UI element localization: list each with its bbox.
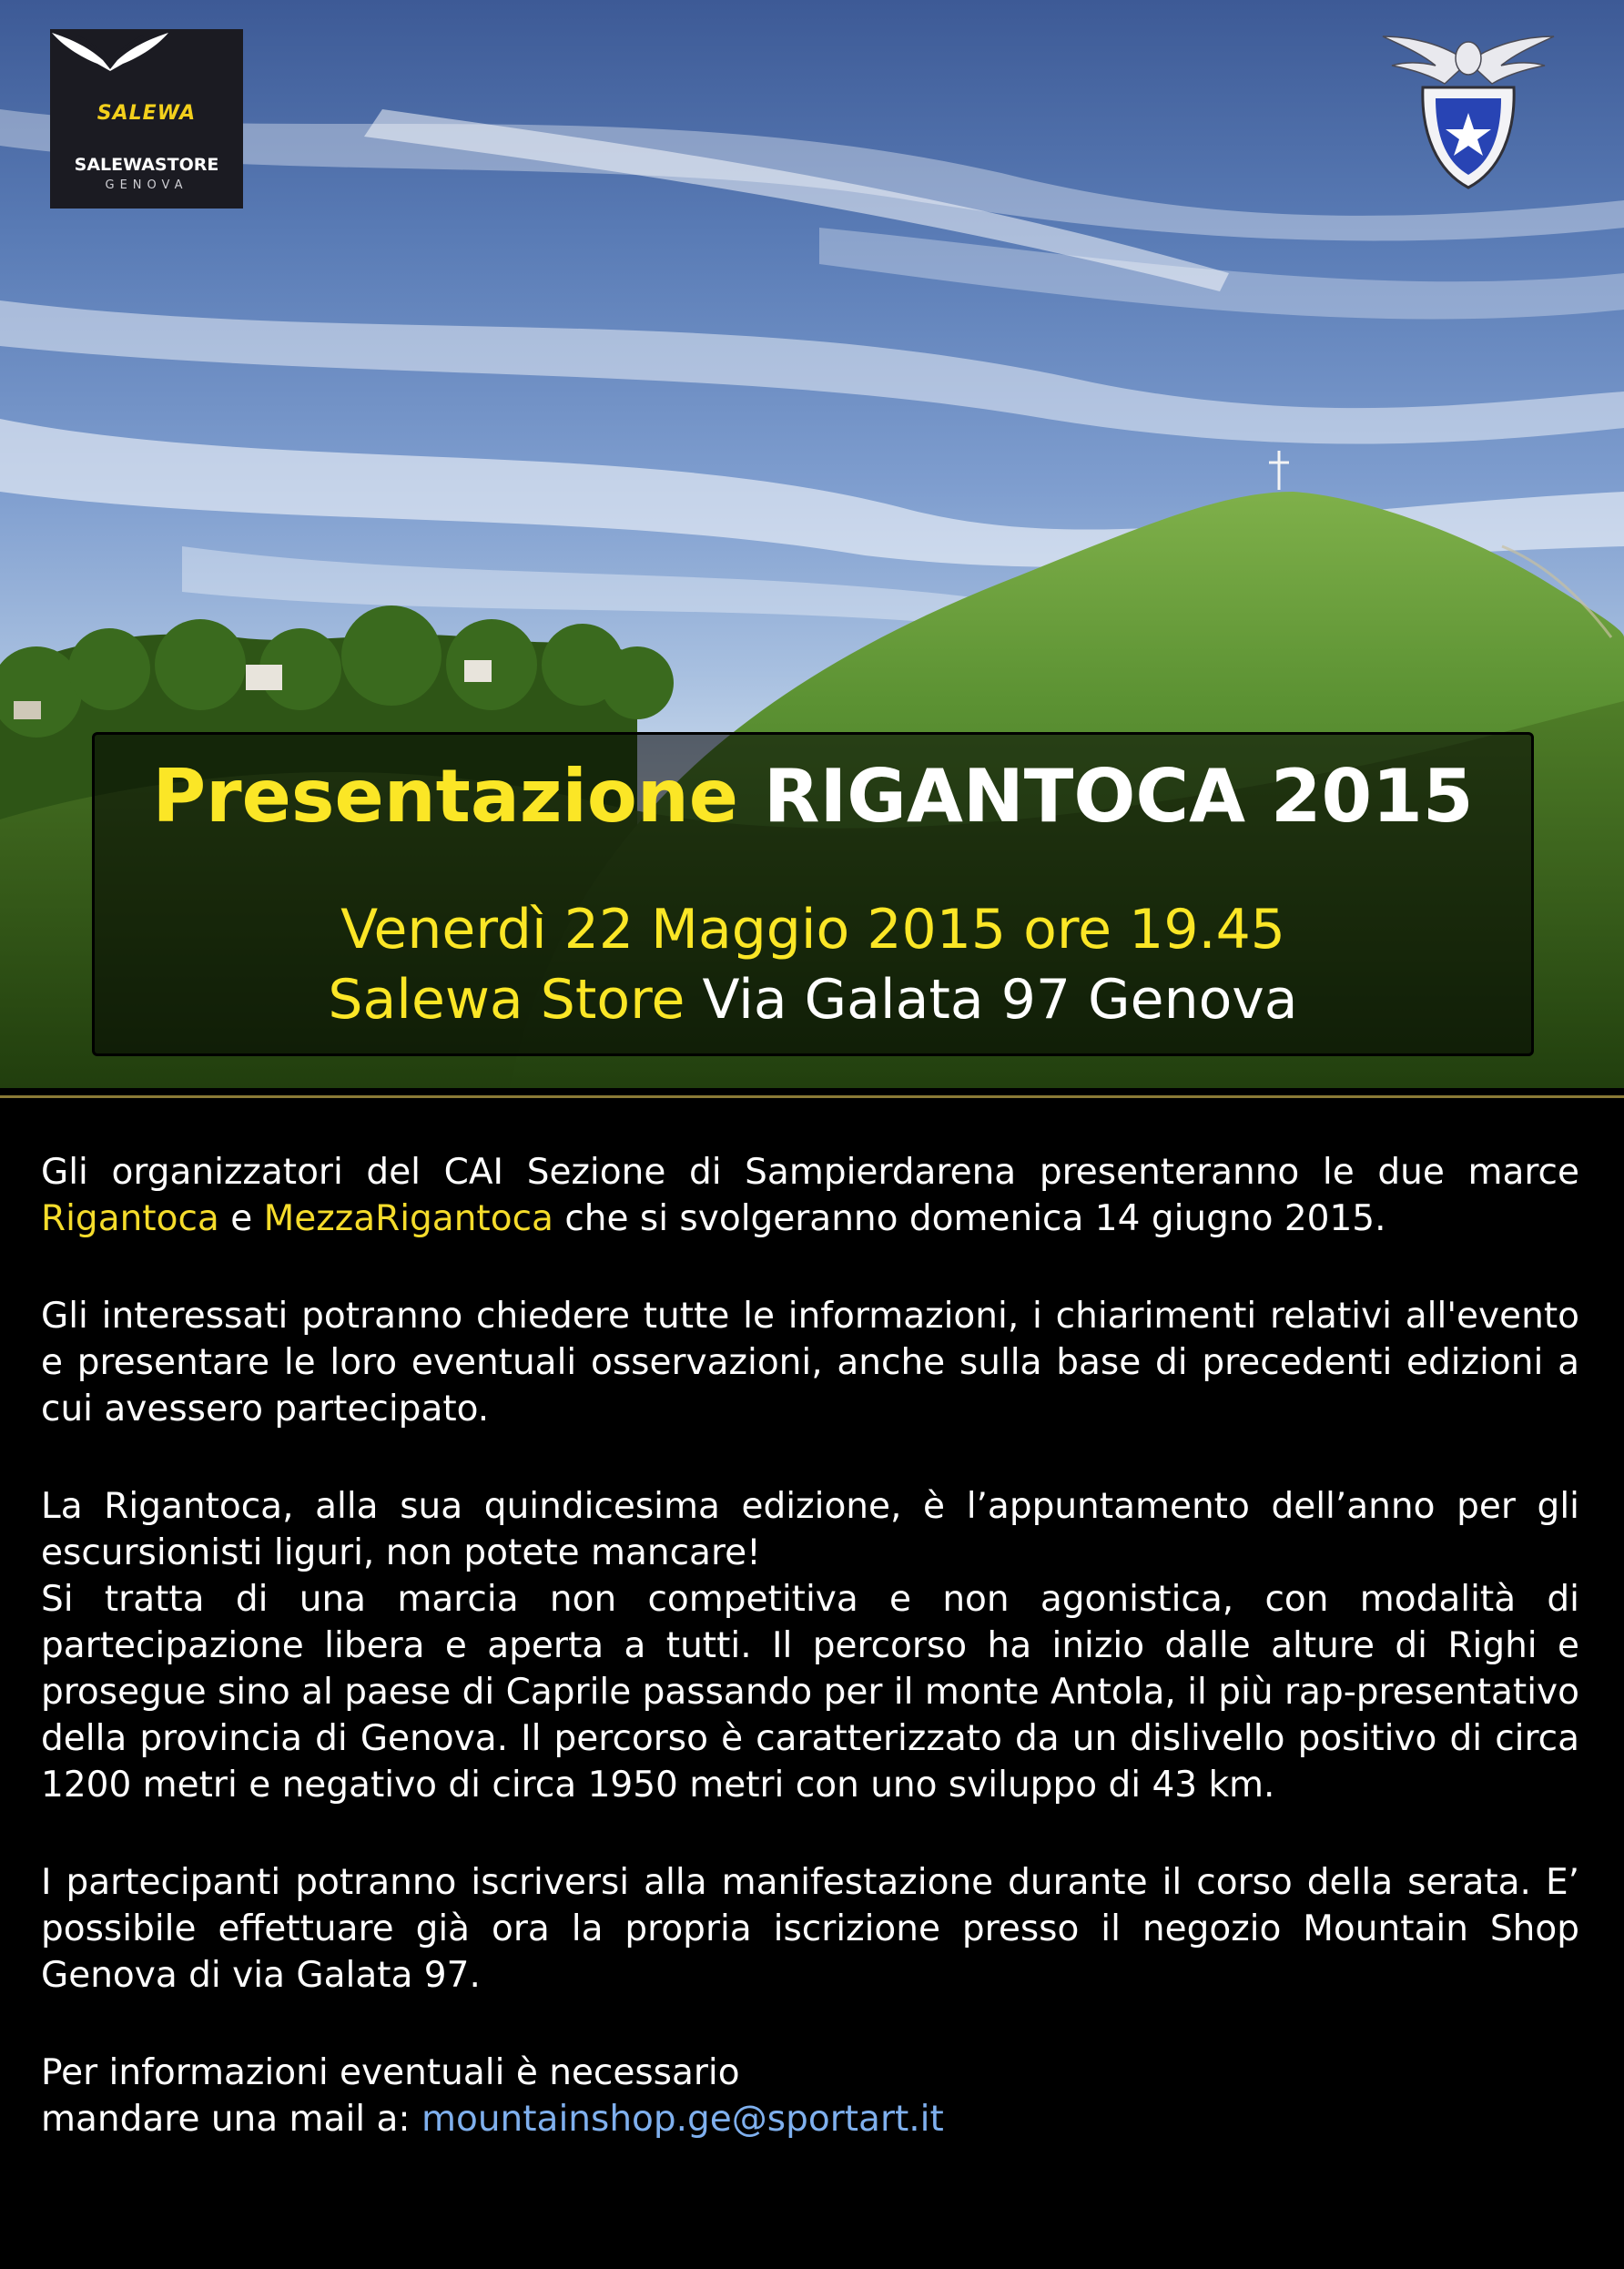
paragraph-registration: I partecipanti potranno iscriversi alla manifestazione durante il corso della serata. E’ possibile effettuare già ora la propria iscrizione presso il negozio Mountain Shop Genova di via Galata 97. [41, 1862, 1579, 1996]
paragraph-route: Si tratta di una marcia non competitiva e non agonistica, con modalità di partecipazione libera e aperta a tutti. Il percorso ha inizio dalle alture di Righi e prosegue sino al paese di Caprile passando per il monte Antola, il più rap-presentativo della provincia di Genova. Il percorso è caratterizzato da un dislivello positivo di circa 1200 metri e negativo di circa 1950 metri con uno sviluppo di 43 km. [41, 1579, 1579, 1806]
paragraph-edition: La Rigantoca, alla sua quindicesima edizione, è l’appuntamento dell’anno per gli escursionisti liguri, non potete mancare! [41, 1486, 1579, 1573]
cai-eagle-shield-icon [1379, 25, 1558, 208]
paragraph-interested: Gli interessati potranno chiedere tutte le informazioni, i chiarimenti relativi all'evento e presentare le loro eventuali osservazioni, anche sulla base di precedenti edizioni a cui avessero partecipato. [41, 1296, 1579, 1430]
venue-name: Salewa Store [328, 968, 685, 1032]
intro-text-c: che si svolgeranno domenica 14 giugno 2015. [564, 1198, 1386, 1239]
event-title [95, 751, 1531, 842]
salewa-store-logo [50, 29, 243, 209]
salewa-wordmark: SALEWA [96, 102, 197, 125]
title-box [92, 732, 1534, 1056]
contact-line-2: mandare una mail a: [41, 2099, 411, 2140]
event-date: Venerdì 22 Maggio 2015 ore 19.45 [340, 898, 1285, 962]
contact-email-link[interactable]: mountainshop.ge@sportart.it [421, 2099, 944, 2140]
cai-logo [1379, 25, 1558, 208]
salewa-store-label: SALEWASTORE [74, 155, 219, 175]
highlight-mezzarigantoca: MezzaRigantoca [263, 1198, 553, 1239]
intro-text-b: e [230, 1198, 253, 1239]
contact-info [41, 2050, 1579, 2142]
divider-line [0, 1095, 1624, 1098]
salewa-eagle-icon [50, 29, 170, 71]
landscape-photo [0, 0, 1624, 1088]
body-text [41, 1149, 1579, 2142]
event-venue [95, 967, 1531, 1033]
venue-address: Via Galata 97 Genova [702, 968, 1298, 1032]
paragraph-intro [41, 1149, 1579, 1242]
contact-line-1: Per informazioni eventuali è necessario [41, 2052, 740, 2093]
salewa-city-label: GENOVA [105, 178, 188, 192]
title-part-rigantoca: RIGANTOCA 2015 [763, 754, 1474, 839]
summit-cross [1269, 451, 1289, 490]
intro-text-a: Gli organizzatori del CAI Sezione di Sampierdarena presenteranno le due marce [41, 1152, 1579, 1193]
highlight-rigantoca: Rigantoca [41, 1198, 219, 1239]
title-part-presentazione: Presentazione [152, 754, 739, 839]
